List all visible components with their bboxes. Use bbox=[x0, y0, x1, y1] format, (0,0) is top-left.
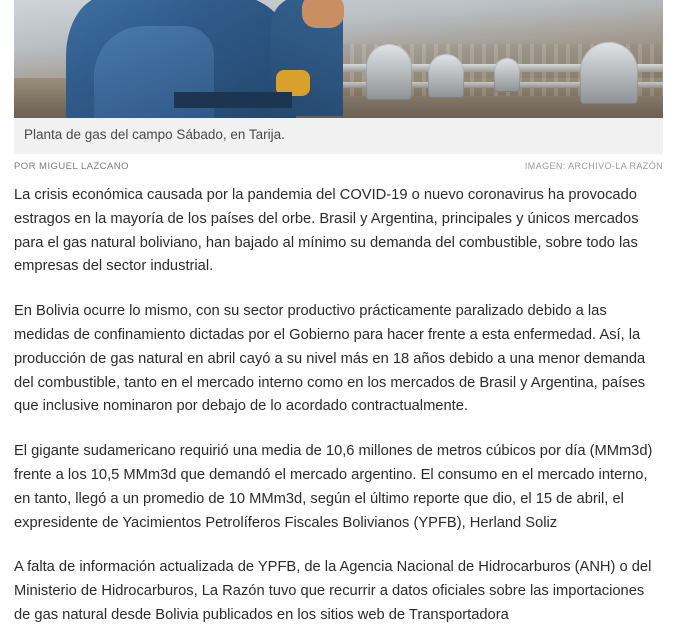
photo-caption: Planta de gas del campo Sábado, en Tarija. bbox=[14, 118, 663, 154]
photo-worker bbox=[66, 0, 296, 118]
photo-worker-belt bbox=[174, 92, 292, 108]
article-paragraph: El gigante sudamericano requirió una media de 10,6 millones de metros cúbicos por día (MMm3d) frente a los 10,5 MMm3d que demandó el mercado argentino. El consumo en el mercado interno, en tanto, llegó a un promedio de 10 MMm3d, según el último reporte que dio, el 15 de abril, el expresidente de Yacimientos Petrolíferos Fiscales Bolivianos (YPFB), Herland Soliz bbox=[14, 443, 653, 531]
photo-gas-tank bbox=[428, 54, 464, 98]
byline-row bbox=[0, 154, 677, 172]
photo-worker-hand bbox=[302, 0, 344, 28]
photo-credit: IMAGEN: ARCHIVO-LA RAZÓN bbox=[524, 160, 663, 171]
article-byline: POR MIGUEL LAZCANO bbox=[14, 160, 129, 172]
article-figure bbox=[0, 0, 677, 154]
photo-gas-tank bbox=[366, 44, 412, 100]
article-paragraph: La crisis económica causada por la pandemia del COVID-19 o nuevo coronavirus ha provocado estragos en la mayoría de los países del orbe. Brasil y Argentina, principales y únicos mercados para el gas natural boliviano, han bajado al mínimo su demanda del combustible, sobre todo las empresas del sector industrial. bbox=[14, 186, 639, 275]
article-body bbox=[0, 172, 677, 628]
article-photo bbox=[14, 0, 663, 118]
photo-gas-tank bbox=[494, 58, 520, 92]
photo-gas-tank bbox=[580, 42, 638, 104]
article-paragraph: A falta de información actualizada de YPFB, de la Agencia Nacional de Hidrocarburos (ANH) o del Ministerio de Hidrocarburos, La Razón tuvo que recurrir a datos oficiales sobre las importaciones de gas natural desde Bolivia publicados en los sitios web de Transportadora bbox=[14, 559, 652, 624]
article-paragraph: En Bolivia ocurre lo mismo, con su sector productivo prácticamente paralizado debido a las medidas de confinamiento dictadas por el Gobierno para hacer frente a esta enfermedad. Así, la producción de gas natural en abril cayó a su nivel más en 18 años debido a una menor demanda del combustible, tanto en el mercado interno como en los mercados de Brasil y Argentina, países que inclusive nominaron por debajo de lo acordado contractualmente. bbox=[14, 303, 646, 415]
